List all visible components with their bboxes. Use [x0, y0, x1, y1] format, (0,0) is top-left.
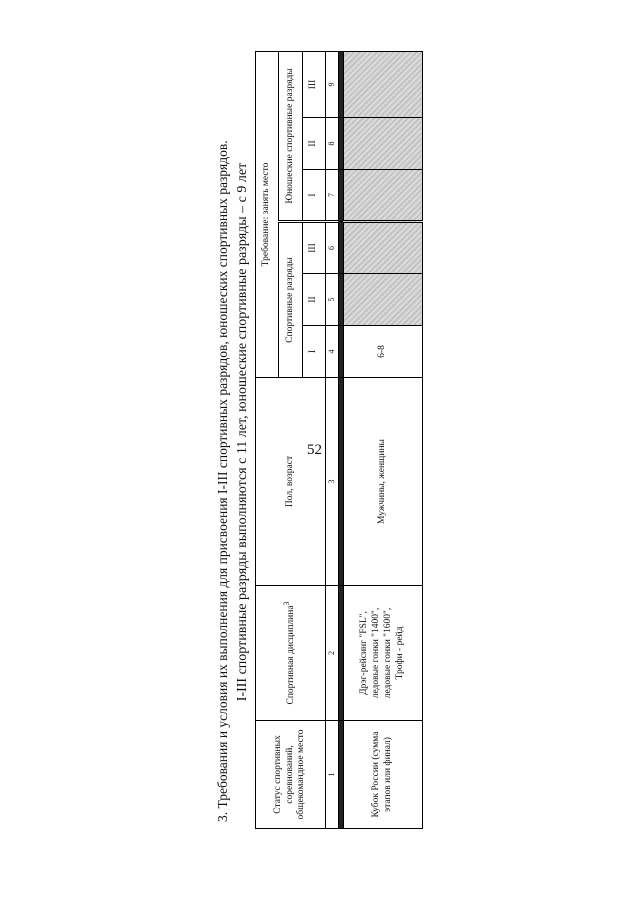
cell-youth-rank-3: [343, 51, 422, 117]
header-sport-ranks: Спортивные разряды: [279, 222, 302, 378]
section-subheading: I-III спортивные разряды выполняются с 11 лет, юношеские спортивные разряды – с 9 лет: [235, 162, 250, 702]
header-rank-2: II: [302, 274, 325, 326]
column-number: 3: [325, 378, 338, 586]
column-number: 4: [325, 326, 338, 378]
header-requirement: Требование: занять место: [256, 51, 279, 377]
column-number-row: [325, 51, 338, 828]
header-youth-rank-3: III: [302, 51, 325, 117]
column-number: 7: [325, 170, 338, 222]
header-discipline-footnote: 3: [282, 601, 292, 606]
cell-rank-2: [343, 274, 422, 326]
column-number: 5: [325, 274, 338, 326]
column-number: 6: [325, 222, 338, 274]
discipline-line: ледовые гонки "1600",: [382, 607, 393, 699]
header-discipline-text: Спортивная дисциплина: [286, 605, 297, 705]
column-number: 2: [325, 586, 338, 721]
cell-rank-3: [343, 222, 422, 274]
header-youth-rank-1: I: [302, 170, 325, 222]
header-status: Статус спортивных соревнований, общекомандное место: [256, 721, 326, 829]
requirements-table: [255, 51, 423, 829]
cell-youth-rank-1: [343, 170, 422, 222]
header-youth-ranks: Юношеские спортивные разряды: [279, 51, 302, 221]
column-number: 1: [325, 721, 338, 829]
discipline-line: Трофи - рейд: [394, 626, 405, 680]
rotated-page-content: [215, 52, 425, 852]
discipline-line: Дрэг-рейсинг "FSL",: [359, 611, 370, 695]
cell-status: Кубок России (сумма этапов или финал): [343, 721, 422, 829]
cell-rank-1: 6-8: [343, 326, 422, 378]
cell-gender: Мужчины, женщины: [343, 378, 422, 586]
cell-discipline: [343, 586, 422, 721]
discipline-line: ледовые гонки "1400",: [371, 607, 382, 699]
column-number: 9: [325, 51, 338, 117]
section-heading: 3. Требования и условия их выполнения для присвоения I-III спортивных разрядов, юношеских спортивных разрядов.: [215, 140, 230, 822]
header-youth-rank-2: II: [302, 118, 325, 170]
table-row: [343, 51, 422, 828]
page-number: 52: [307, 442, 322, 458]
header-discipline: [256, 586, 326, 721]
header-gender-age: Пол, возраст: [256, 378, 326, 586]
header-rank-3: III: [302, 222, 325, 274]
column-number: 8: [325, 118, 338, 170]
cell-youth-rank-2: [343, 118, 422, 170]
header-rank-1: I: [302, 326, 325, 378]
